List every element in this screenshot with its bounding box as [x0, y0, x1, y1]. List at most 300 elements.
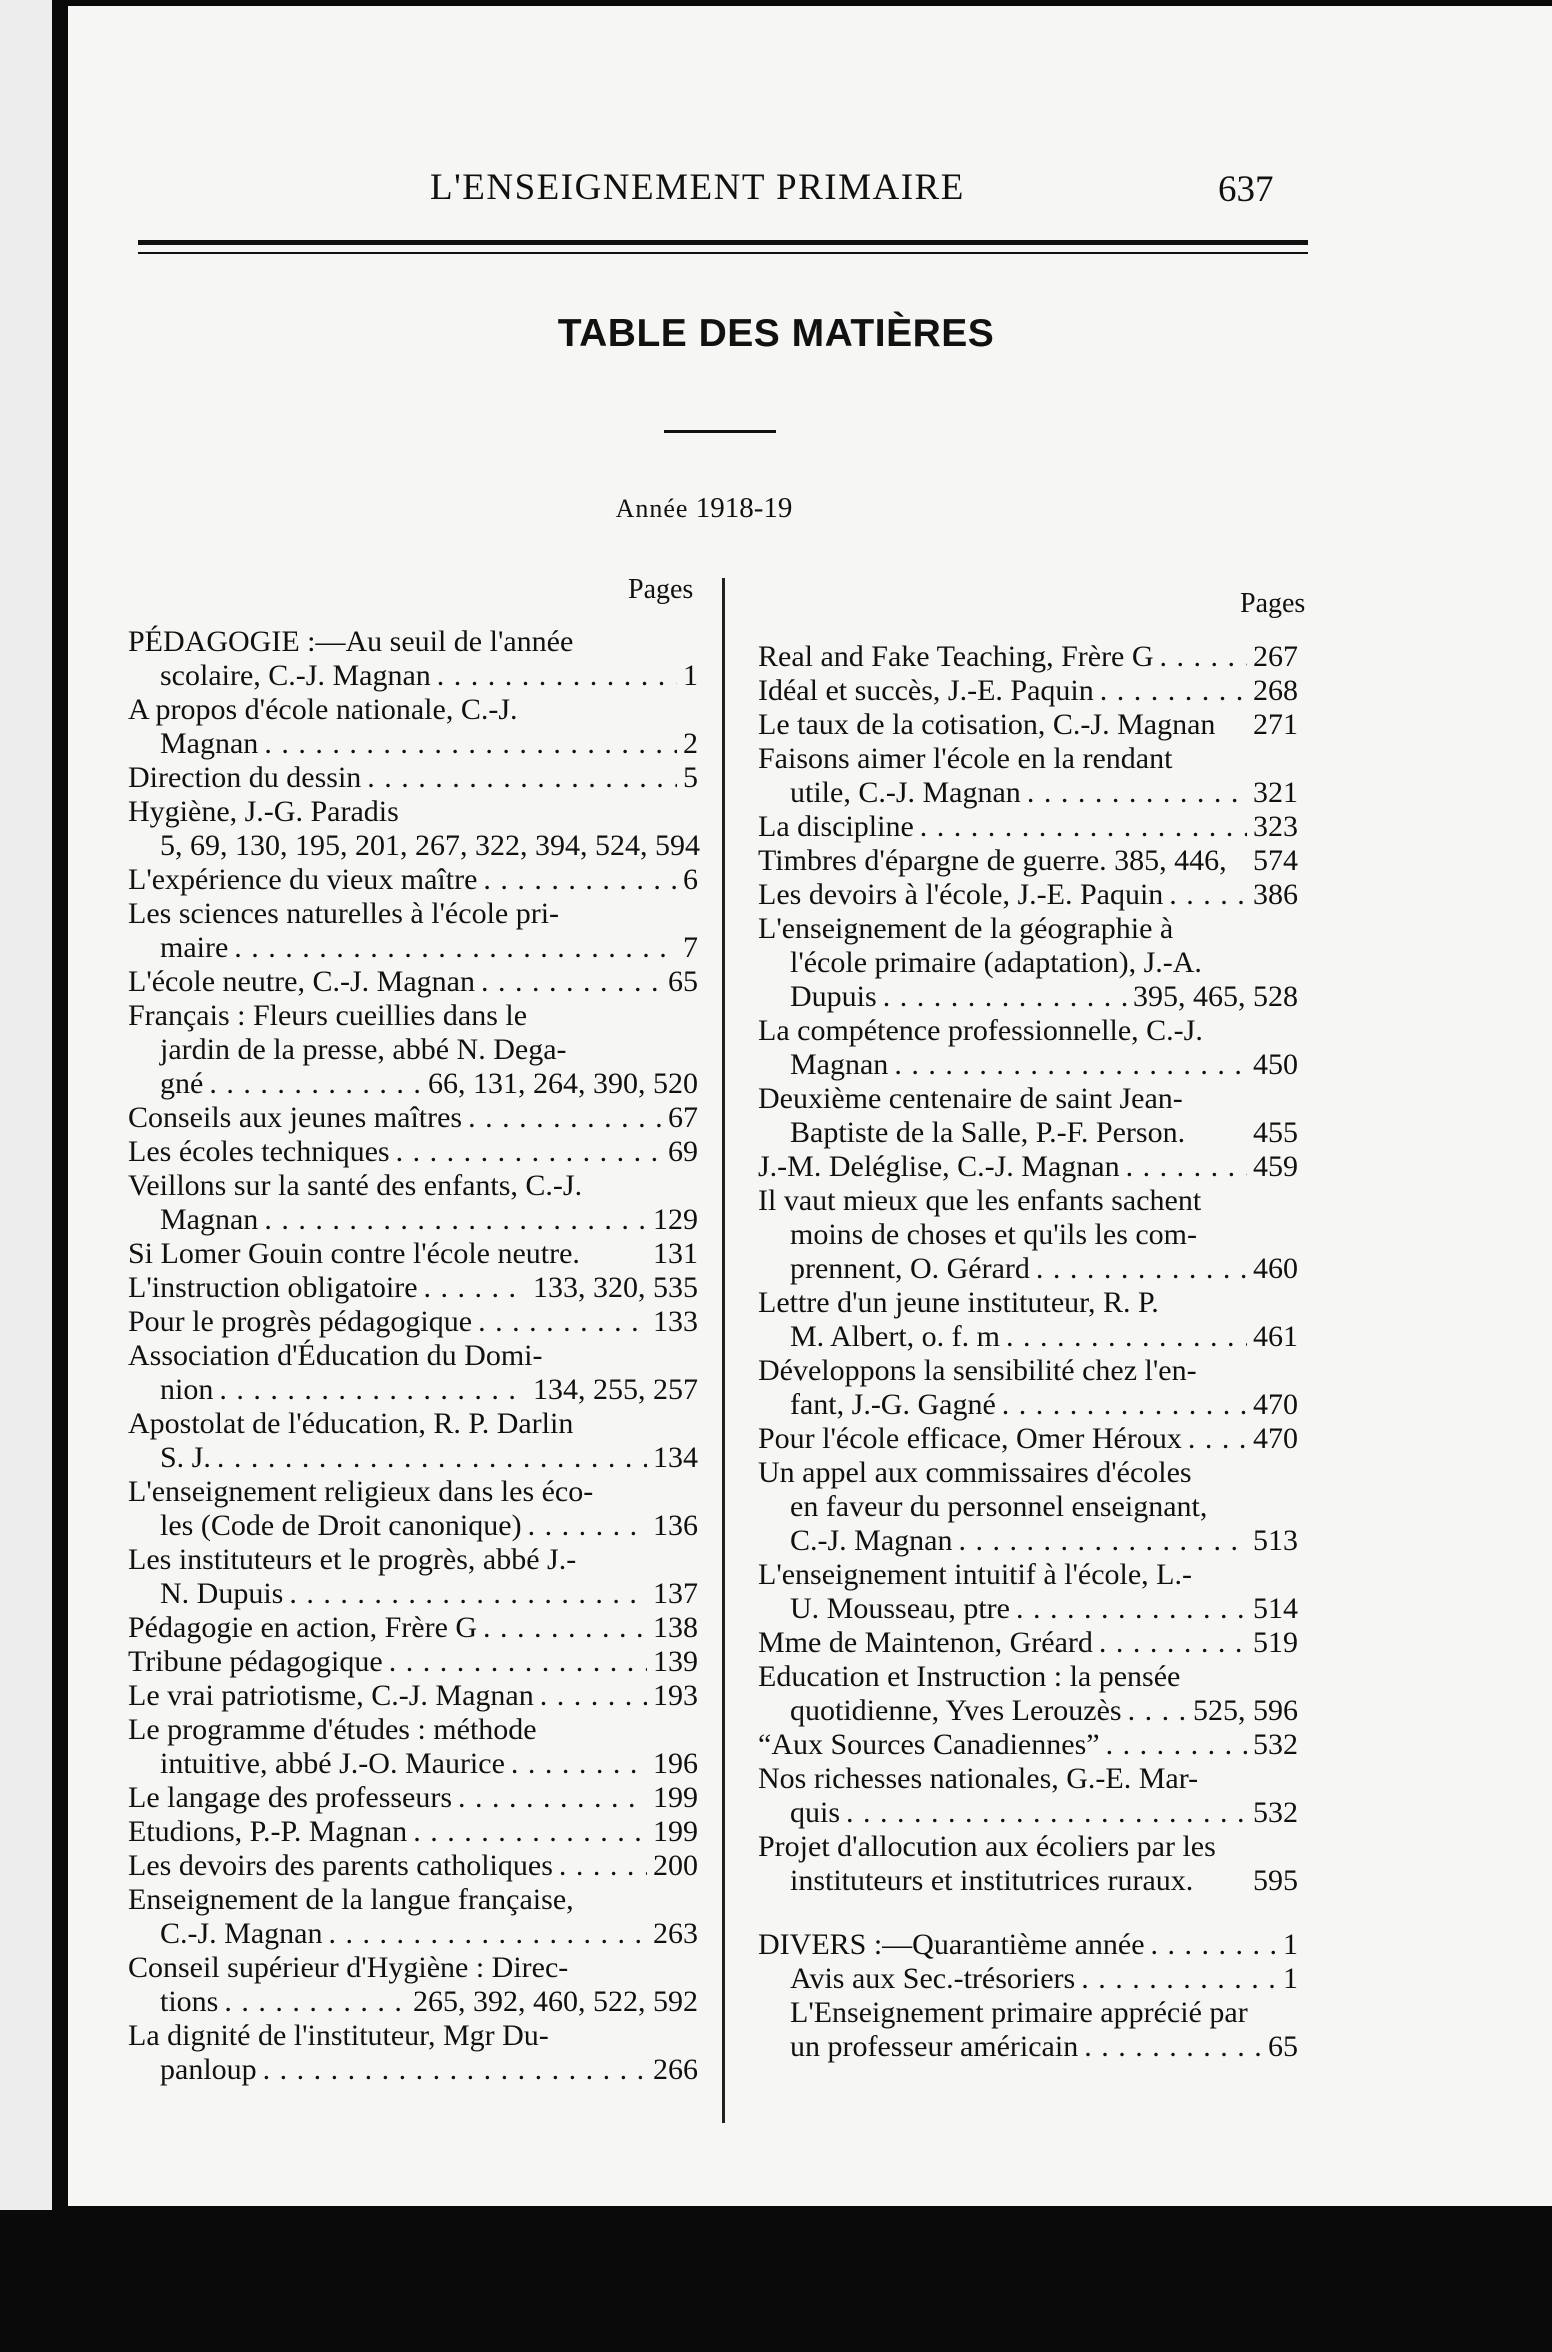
toc-page-ref: 131 — [653, 1237, 698, 1270]
toc-line — [758, 1728, 1298, 1762]
toc-line — [758, 1252, 1298, 1286]
toc-line-text: utile, C.-J. Magnan — [790, 776, 1021, 809]
toc-entry — [128, 1237, 698, 1271]
dot-leader — [1160, 640, 1247, 674]
toc-page-ref: 196 — [653, 1747, 698, 1780]
toc-line-text: Avis aux Sec.-trésoriers — [790, 1962, 1076, 1995]
toc-entry — [128, 1645, 698, 1679]
dot-leader — [481, 965, 662, 999]
dot-leader — [219, 1373, 527, 1407]
toc-entry — [758, 1728, 1298, 1762]
toc-page-ref: 2 — [683, 727, 698, 760]
toc-line-text: quis — [790, 1796, 841, 1829]
toc-line-text: Pour le progrès pédagogique — [128, 1305, 473, 1338]
toc-page-ref: 133 — [653, 1305, 698, 1338]
toc-entry — [128, 897, 698, 965]
toc-line-text: M. Albert, o. f. m — [790, 1320, 1000, 1353]
toc-line-text: Développons la sensibilité chez l'en- — [758, 1354, 1197, 1387]
toc-page-ref: 200 — [653, 1849, 698, 1882]
dot-leader — [328, 1917, 647, 1951]
toc-page-ref: 323 — [1253, 810, 1298, 843]
toc-entry — [128, 1101, 698, 1135]
dot-leader — [883, 980, 1127, 1014]
toc-line-text: Hygiène, J.-G. Paradis — [128, 795, 399, 828]
toc-page-ref: 470 — [1253, 1422, 1298, 1455]
toc-line — [128, 693, 698, 727]
toc-page-ref: 268 — [1253, 674, 1298, 707]
toc-line-text: Le langage des professeurs — [128, 1781, 453, 1814]
toc-line — [758, 674, 1298, 708]
toc-page-ref: 1 — [1283, 1962, 1298, 1995]
toc-line — [128, 897, 698, 931]
toc-line — [758, 1320, 1298, 1354]
toc-line — [128, 1067, 698, 1101]
toc-line-text: Le vrai patriotisme, C.-J. Magnan — [128, 1679, 534, 1712]
toc-entry — [758, 1150, 1298, 1184]
toc-page-ref: 133, 320, 535 — [533, 1271, 698, 1304]
toc-entry — [128, 1679, 698, 1713]
year-heading — [0, 492, 1408, 525]
dot-leader — [920, 810, 1247, 844]
toc-line-text: Conseil supérieur d'Hygiène : Direc- — [128, 1951, 569, 1984]
toc-page-ref: 6 — [683, 863, 698, 896]
toc-line-text: La discipline — [758, 810, 914, 843]
section-gap — [758, 1898, 1298, 1928]
toc-line-text: Association d'Éducation du Domi- — [128, 1339, 543, 1372]
toc-line — [758, 878, 1298, 912]
toc-entry — [758, 912, 1298, 1014]
toc-page-ref: 532 — [1253, 1796, 1298, 1829]
toc-page-ref: 450 — [1253, 1048, 1298, 1081]
dot-leader — [894, 1048, 1247, 1082]
toc-page-ref: 532 — [1253, 1728, 1298, 1761]
toc-page-ref: 199 — [653, 1781, 698, 1814]
year-label: Année — [615, 494, 689, 523]
toc-line — [128, 1747, 698, 1781]
toc-line — [128, 1203, 698, 1237]
toc-line — [128, 1883, 698, 1917]
toc-line-text: Lettre d'un jeune instituteur, R. P. — [758, 1286, 1159, 1319]
dot-leader — [289, 1577, 647, 1611]
toc-line-text: en faveur du personnel enseignant, — [790, 1490, 1208, 1523]
toc-line — [128, 1781, 698, 1815]
dot-leader — [1106, 1728, 1247, 1762]
dot-leader — [483, 1611, 647, 1645]
toc-line — [128, 1373, 698, 1407]
toc-line — [758, 1456, 1298, 1490]
toc-entry — [758, 1286, 1298, 1354]
toc-line-text: nion — [160, 1373, 214, 1406]
toc-page-ref: 267 — [1253, 640, 1298, 673]
toc-line-text: Projet d'allocution aux écoliers par les — [758, 1830, 1216, 1863]
toc-right-column — [758, 640, 1298, 2064]
toc-page-ref: 265, 392, 460, 522, 592 — [413, 1985, 698, 2018]
dot-leader — [1084, 2030, 1262, 2064]
toc-line — [758, 810, 1298, 844]
toc-line-text: Timbres d'épargne de guerre. 385, 446, — [758, 844, 1227, 877]
toc-line — [758, 946, 1298, 980]
toc-entry — [758, 1558, 1298, 1626]
toc-line-text: DIVERS :—Quarantième année — [758, 1928, 1145, 1961]
toc-line — [758, 1286, 1298, 1320]
toc-line — [758, 1490, 1298, 1524]
dot-leader — [424, 1271, 527, 1305]
toc-entry — [128, 863, 698, 897]
dot-leader — [389, 1645, 647, 1679]
dot-leader — [1151, 1928, 1277, 1962]
toc-line — [758, 1354, 1298, 1388]
toc-line — [128, 1339, 698, 1373]
toc-line-text: les (Code de Droit canonique) — [160, 1509, 522, 1542]
toc-line-text: Si Lomer Gouin contre l'école neutre. — [128, 1237, 580, 1270]
dot-leader — [458, 1781, 647, 1815]
toc-line-text: Magnan — [160, 1203, 259, 1236]
title-rule — [664, 430, 776, 433]
dot-leader — [958, 1524, 1247, 1558]
toc-line-text: prennent, O. Gérard — [790, 1252, 1030, 1285]
toc-entry — [758, 1456, 1298, 1558]
toc-line-text: Un appel aux commissaires d'écoles — [758, 1456, 1192, 1489]
toc-line — [758, 1996, 1298, 2030]
toc-entry — [758, 1928, 1298, 1962]
toc-line — [128, 1407, 698, 1441]
toc-line — [758, 1184, 1298, 1218]
toc-line — [758, 1962, 1298, 1996]
toc-line-text: Apostolat de l'éducation, R. P. Darlin — [128, 1407, 574, 1440]
toc-page-ref: 271 — [1253, 708, 1298, 741]
dot-leader — [1099, 1626, 1247, 1660]
toc-entry — [128, 1169, 698, 1237]
toc-line-text: Education et Instruction : la pensée — [758, 1660, 1181, 1693]
dot-leader — [264, 1203, 647, 1237]
toc-entry — [128, 1305, 698, 1339]
toc-line — [758, 1116, 1298, 1150]
toc-line — [128, 1951, 698, 1985]
toc-line-text: Faisons aimer l'école en la rendant — [758, 742, 1173, 775]
dot-leader — [1169, 878, 1247, 912]
dot-leader — [1027, 776, 1247, 810]
toc-page-ref: 1 — [1283, 1928, 1298, 1961]
toc-page-ref: 134 — [653, 1441, 698, 1474]
toc-line-text: Tribune pédagogique — [128, 1645, 383, 1678]
toc-entry — [758, 1184, 1298, 1286]
toc-line-text: panloup — [160, 2053, 257, 2086]
toc-line-text: C.-J. Magnan — [790, 1524, 953, 1557]
dot-leader — [511, 1747, 647, 1781]
toc-entry — [128, 1815, 698, 1849]
toc-line — [758, 1014, 1298, 1048]
toc-line-text: Magnan — [790, 1048, 889, 1081]
year-value: 1918-19 — [695, 492, 793, 524]
toc-line — [758, 1218, 1298, 1252]
toc-page-ref: 7 — [683, 931, 698, 964]
toc-line-text: Le programme d'études : méthode — [128, 1713, 537, 1746]
toc-line — [128, 761, 698, 795]
toc-page-ref: 137 — [653, 1577, 698, 1610]
toc-line — [758, 1762, 1298, 1796]
toc-line-text: quotidienne, Yves Lerouzès — [790, 1694, 1122, 1727]
toc-line-text: U. Mousseau, ptre — [790, 1592, 1010, 1625]
toc-line-text: instituteurs et institutrices ruraux. — [790, 1864, 1194, 1897]
toc-line-text: Etudions, P.-P. Magnan — [128, 1815, 408, 1848]
toc-line — [128, 727, 698, 761]
toc-line-text: Magnan — [160, 727, 259, 760]
toc-entry — [758, 810, 1298, 844]
toc-line-text: L'Enseignement primaire apprécié par — [790, 1996, 1248, 2029]
toc-line — [128, 829, 698, 863]
toc-line-text: “Aux Sources Canadiennes” — [758, 1728, 1100, 1761]
toc-line-text: Direction du dessin — [128, 761, 362, 794]
toc-line — [758, 1422, 1298, 1456]
toc-entry — [758, 1762, 1298, 1830]
dot-leader — [234, 931, 677, 965]
toc-page-ref: 129 — [653, 1203, 698, 1236]
toc-line — [128, 1985, 698, 2019]
toc-line — [128, 1577, 698, 1611]
dot-leader — [540, 1679, 647, 1713]
toc-line — [758, 776, 1298, 810]
pages-heading-left: Pages — [628, 574, 694, 605]
toc-line — [128, 1441, 698, 1475]
toc-line-text: Pour l'école efficace, Omer Héroux — [758, 1422, 1182, 1455]
toc-line-text: Idéal et succès, J.-E. Paquin — [758, 674, 1094, 707]
dot-leader — [367, 761, 677, 795]
toc-entry — [128, 999, 698, 1101]
header-rule — [138, 240, 1308, 245]
toc-line — [128, 1679, 698, 1713]
toc-line-text: Les devoirs à l'école, J.-E. Paquin — [758, 878, 1164, 911]
toc-line-text: La compétence professionnelle, C.-J. — [758, 1014, 1203, 1047]
toc-page-ref: 66, 131, 264, 390, 520 — [428, 1067, 698, 1100]
page-number: 637 — [1218, 169, 1274, 210]
toc-entry — [758, 1660, 1298, 1728]
toc-line-text: Les écoles techniques — [128, 1135, 390, 1168]
toc-line — [128, 1509, 698, 1543]
toc-entry — [128, 1475, 698, 1543]
toc-page-ref: 460 — [1253, 1252, 1298, 1285]
toc-line-text: Pédagogie en action, Frère G — [128, 1611, 478, 1644]
toc-entry — [758, 1422, 1298, 1456]
toc-entry — [128, 625, 698, 693]
toc-line — [758, 844, 1298, 878]
toc-page-ref: 139 — [653, 1645, 698, 1678]
pages-heading-right: Pages — [1240, 588, 1306, 619]
toc-line-text: Deuxième centenaire de saint Jean- — [758, 1082, 1183, 1115]
column-divider — [722, 578, 725, 2123]
toc-page-ref: 65 — [1268, 2030, 1298, 2063]
toc-line — [128, 1713, 698, 1747]
toc-entry — [128, 965, 698, 999]
toc-page-ref: 470 — [1253, 1388, 1298, 1421]
dot-leader — [1188, 1422, 1247, 1456]
page-title: TABLE DES MATIÈRES — [557, 312, 995, 355]
dot-leader — [224, 1985, 407, 2019]
toc-line — [758, 1524, 1298, 1558]
toc-line — [128, 1815, 698, 1849]
toc-entry — [758, 1626, 1298, 1660]
toc-line — [128, 1543, 698, 1577]
toc-line-text: Les instituteurs et le progrès, abbé J.- — [128, 1543, 577, 1576]
toc-page-ref: 65 — [668, 965, 698, 998]
toc-page-ref: 199 — [653, 1815, 698, 1848]
toc-entry — [758, 742, 1298, 810]
toc-line-text: Enseignement de la langue française, — [128, 1883, 574, 1916]
toc-line — [758, 1796, 1298, 1830]
header-rule-thin — [138, 252, 1308, 254]
toc-line-text: Français : Fleurs cueillies dans le — [128, 999, 528, 1032]
toc-line — [128, 625, 698, 659]
toc-page-ref: 459 — [1253, 1150, 1298, 1183]
toc-line — [128, 1271, 698, 1305]
toc-line-text: intuitive, abbé J.-O. Maurice — [160, 1747, 505, 1780]
toc-page-ref: 263 — [653, 1917, 698, 1950]
toc-entry — [128, 1781, 698, 1815]
dot-leader — [1100, 674, 1247, 708]
toc-line-text: scolaire, C.-J. Magnan — [160, 659, 431, 692]
toc-line-text: A propos d'école nationale, C.-J. — [128, 693, 518, 726]
toc-line-text: gné — [160, 1067, 204, 1100]
toc-line-text: jardin de la presse, abbé N. Dega- — [160, 1033, 567, 1066]
toc-entry — [758, 1082, 1298, 1150]
toc-entry — [758, 1996, 1298, 2064]
toc-page-ref: 134, 255, 257 — [533, 1373, 698, 1406]
toc-line — [128, 795, 698, 829]
toc-line-text: L'instruction obligatoire — [128, 1271, 418, 1304]
running-title: L'ENSEIGNEMENT PRIMAIRE — [430, 167, 965, 208]
toc-entry — [128, 795, 698, 863]
toc-line-text: un professeur américain — [790, 2030, 1079, 2063]
toc-entry — [128, 1611, 698, 1645]
toc-line-text: L'enseignement intuitif à l'école, L.- — [758, 1558, 1192, 1591]
toc-entry — [128, 1883, 698, 1951]
toc-line — [128, 1237, 698, 1271]
toc-line-text: C.-J. Magnan — [160, 1917, 323, 1950]
toc-page-ref: 321 — [1253, 776, 1298, 809]
toc-line — [128, 863, 698, 897]
toc-line — [758, 1048, 1298, 1082]
toc-line — [128, 1849, 698, 1883]
toc-entry — [758, 1354, 1298, 1422]
toc-entry — [758, 708, 1298, 742]
toc-line — [128, 1033, 698, 1067]
toc-line-text: Baptiste de la Salle, P.-F. Person. — [790, 1116, 1186, 1149]
dot-leader — [1036, 1252, 1247, 1286]
toc-page-ref: 1 — [683, 659, 698, 692]
toc-entry — [128, 1849, 698, 1883]
toc-page-ref: 519 — [1253, 1626, 1298, 1659]
toc-line — [758, 1864, 1298, 1898]
dot-leader — [478, 1305, 647, 1339]
toc-line-text: Nos richesses nationales, G.-E. Mar- — [758, 1762, 1199, 1795]
toc-line — [758, 1694, 1298, 1728]
toc-line — [758, 1592, 1298, 1626]
toc-line — [758, 1626, 1298, 1660]
dot-leader — [1081, 1962, 1277, 1996]
dot-leader — [264, 727, 677, 761]
dot-leader — [396, 1135, 662, 1169]
toc-entry — [128, 1951, 698, 2019]
dot-leader — [846, 1796, 1247, 1830]
toc-line-text: Mme de Maintenon, Gréard — [758, 1626, 1093, 1659]
toc-entry — [758, 1830, 1298, 1898]
dot-leader — [1006, 1320, 1247, 1354]
dot-leader — [217, 1441, 647, 1475]
toc-line — [128, 1305, 698, 1339]
toc-line-text: Dupuis — [790, 980, 877, 1013]
toc-line-text: moins de choses et qu'ils les com- — [790, 1218, 1198, 1251]
toc-entry — [128, 1271, 698, 1305]
toc-line — [128, 659, 698, 693]
toc-line-text: PÉDAGOGIE :—Au seuil de l'année — [128, 625, 574, 658]
dot-leader — [468, 1101, 662, 1135]
toc-line — [758, 1558, 1298, 1592]
toc-line — [758, 1082, 1298, 1116]
toc-line-text: Le taux de la cotisation, C.-J. Magnan — [758, 708, 1216, 741]
toc-entry — [758, 674, 1298, 708]
toc-entry — [128, 1135, 698, 1169]
toc-line — [128, 1169, 698, 1203]
toc-entry — [758, 1962, 1298, 1996]
toc-line — [128, 1475, 698, 1509]
toc-line-text: S. J. — [160, 1441, 211, 1474]
toc-page-ref: 5 — [683, 761, 698, 794]
toc-left-column — [128, 625, 698, 2087]
toc-line — [758, 912, 1298, 946]
toc-line — [128, 1101, 698, 1135]
toc-line-text: N. Dupuis — [160, 1577, 284, 1610]
toc-entry — [128, 1543, 698, 1611]
toc-entry — [758, 844, 1298, 878]
dot-leader — [437, 659, 677, 693]
toc-page-ref: 67 — [668, 1101, 698, 1134]
dot-leader — [209, 1067, 422, 1101]
toc-entry — [128, 1407, 698, 1475]
toc-line — [128, 999, 698, 1033]
toc-page-ref: 513 — [1253, 1524, 1298, 1557]
toc-line — [758, 2030, 1298, 2064]
dot-leader — [1002, 1388, 1247, 1422]
toc-line — [758, 1388, 1298, 1422]
toc-line — [128, 1135, 698, 1169]
dot-leader — [263, 2053, 647, 2087]
toc-entry — [758, 1014, 1298, 1082]
toc-page-ref: 193 — [653, 1679, 698, 1712]
toc-page-ref: 455 — [1253, 1116, 1298, 1149]
toc-line — [758, 1150, 1298, 1184]
toc-page-ref: 266 — [653, 2053, 698, 2086]
toc-line-text: L'école neutre, C.-J. Magnan — [128, 965, 475, 998]
toc-line — [758, 708, 1298, 742]
toc-page-ref: 386 — [1253, 878, 1298, 911]
toc-line-text: L'expérience du vieux maître — [128, 863, 478, 896]
toc-page-ref: 525, 596 — [1193, 1694, 1298, 1727]
toc-line-text: fant, J.-G. Gagné — [790, 1388, 996, 1421]
toc-line-text: Les sciences naturelles à l'école pri- — [128, 897, 560, 930]
toc-line — [128, 1645, 698, 1679]
dot-leader — [413, 1815, 647, 1849]
toc-page-ref: 574 — [1253, 844, 1298, 877]
toc-line — [758, 1830, 1298, 1864]
toc-entry — [128, 2019, 698, 2087]
toc-line-text: 5, 69, 130, 195, 201, 267, 322, 394, 524, 594 — [160, 829, 700, 862]
dot-leader — [1126, 1150, 1247, 1184]
toc-line — [758, 1928, 1298, 1962]
toc-line-text: L'enseignement de la géographie à — [758, 912, 1174, 945]
toc-line-text: Conseils aux jeunes maîtres — [128, 1101, 463, 1134]
dot-leader — [559, 1849, 647, 1883]
toc-line — [758, 980, 1298, 1014]
toc-line — [758, 640, 1298, 674]
